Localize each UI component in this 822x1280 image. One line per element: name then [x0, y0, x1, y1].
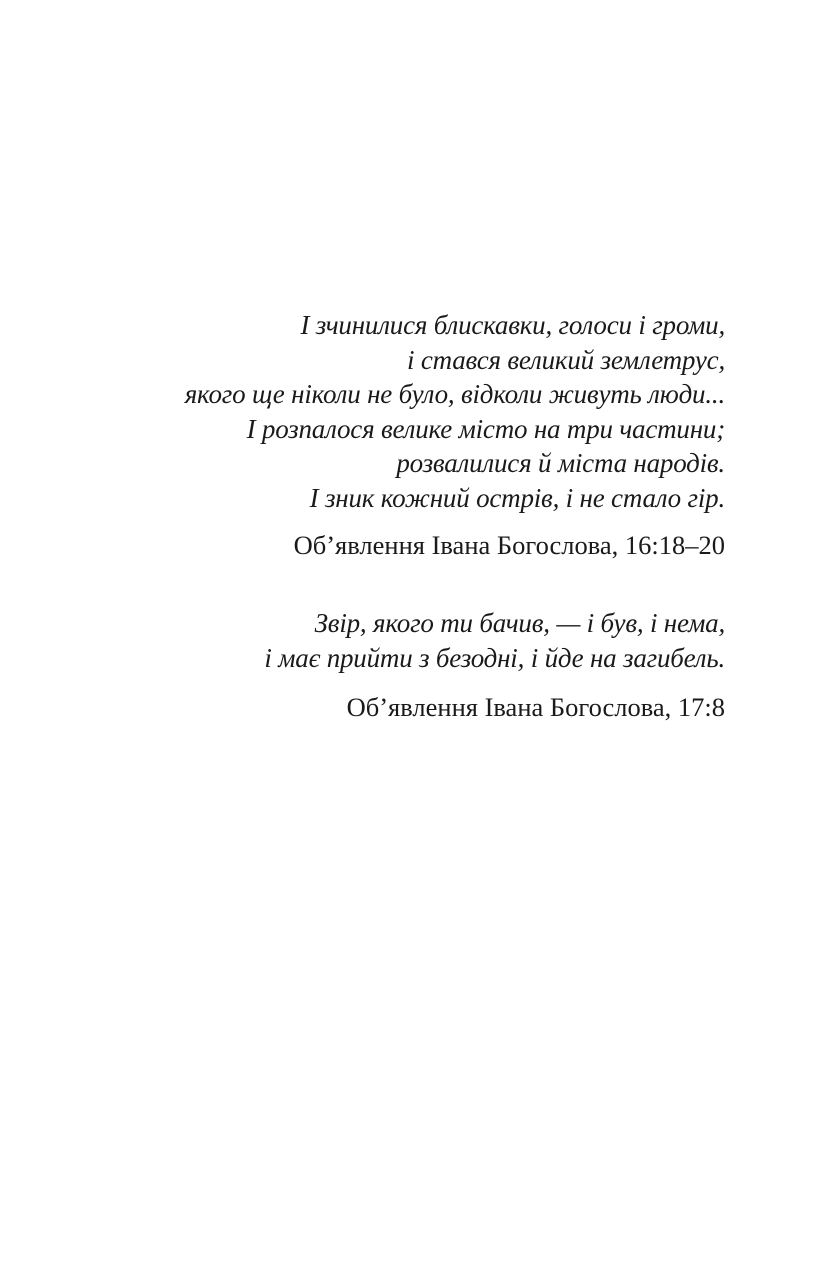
epigraph-revelation-16 [185, 308, 725, 562]
verse-line: і має прийти з безодні, і йде на загибель. [264, 642, 725, 673]
verse-line: I розпалося велике місто на три частини; [246, 413, 725, 444]
epigraph-revelation-17 [264, 606, 725, 724]
epigraph-source: Об’явлення Івана Богослова, 17:8 [346, 692, 725, 722]
epigraph-source: Об’явлення Івана Богослова, 16:18–20 [293, 530, 725, 560]
verse-line: розвалилися й міста народів. [396, 448, 725, 478]
verse-line: Звір, якого ти бачив, — і був, і нема, [314, 608, 725, 638]
verse-line: і стався великий землетрус, [406, 344, 725, 375]
epigraph-verse [264, 606, 725, 675]
epigraph-verse [185, 308, 725, 515]
verse-line: якого ще ніколи не було, відколи живуть люди... [184, 379, 725, 409]
verse-line: I зник кожний острів, і не стало гір. [309, 482, 725, 513]
verse-line: I зчинилися блискавки, голоси і громи, [300, 310, 725, 340]
